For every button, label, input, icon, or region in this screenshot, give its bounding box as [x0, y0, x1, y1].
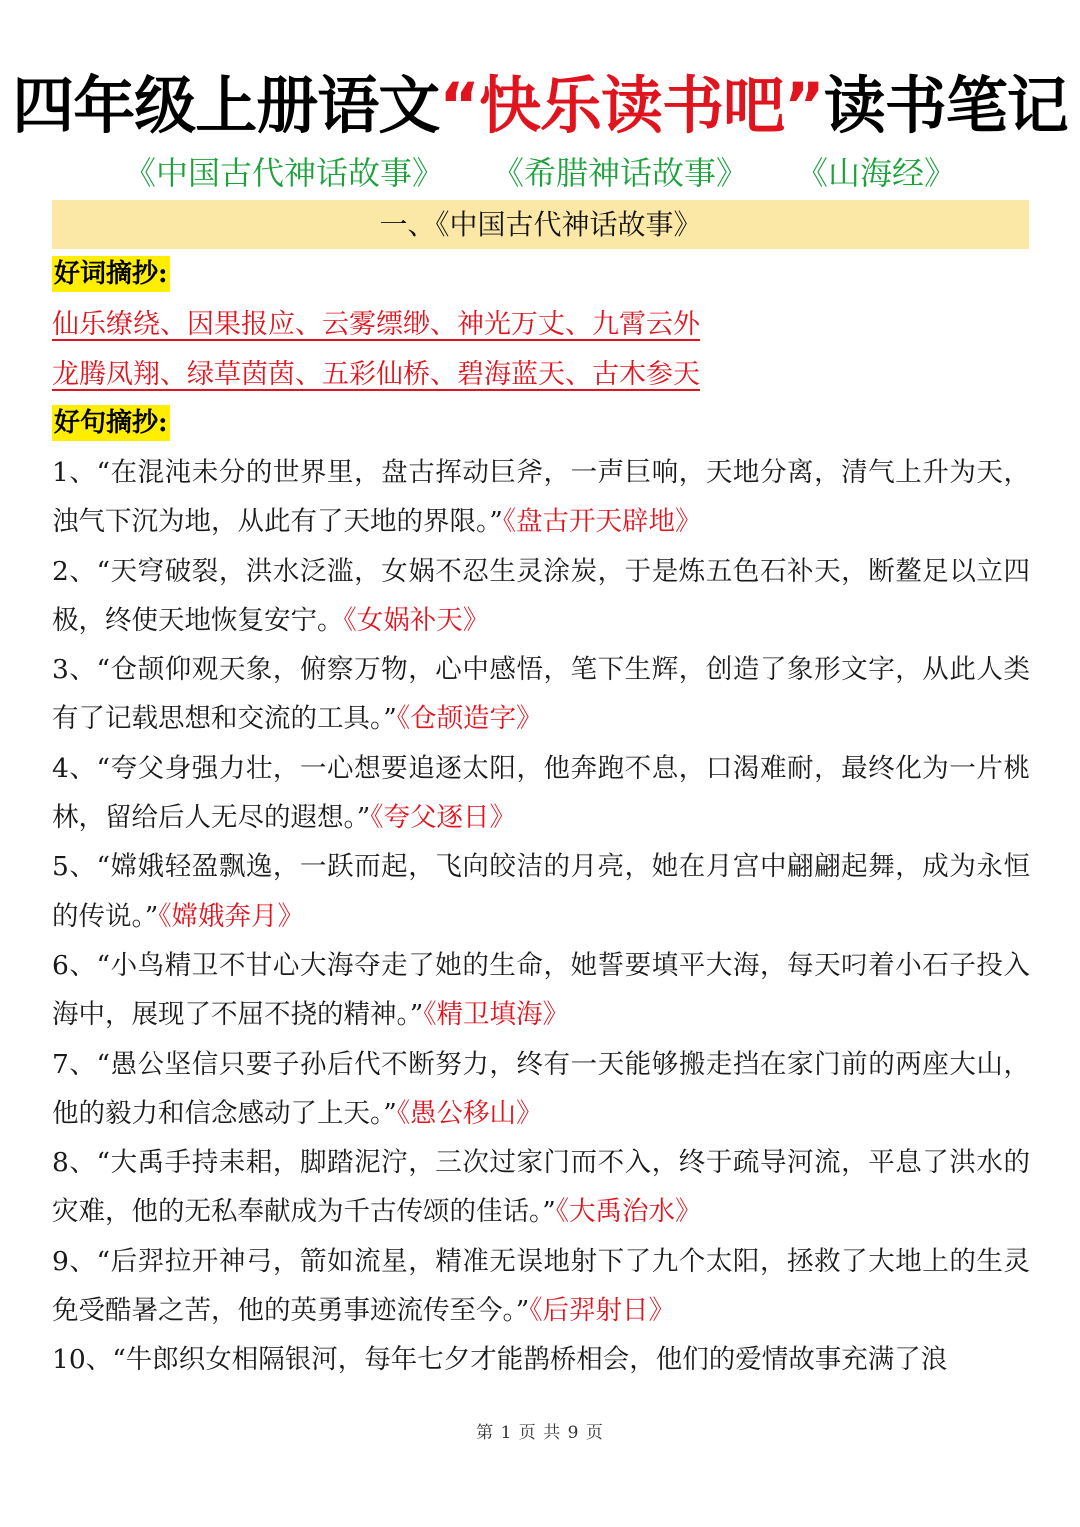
- sentence-text: “大禹手持耒耜，脚踏泥泞，三次过家门而不入，终于疏导河流，平息了洪水的灾难，他的无私奉献成为千古传颂的佳话。”: [52, 1147, 1030, 1228]
- sentence-number: 8、: [52, 1147, 97, 1179]
- good-words-label: 好词摘抄:: [52, 256, 170, 292]
- page-number: 第 1 页 共 9 页: [476, 1423, 604, 1443]
- title-suffix: 读书笔记: [823, 69, 1068, 142]
- sentence-source: 《后羿射日》: [529, 1295, 676, 1327]
- sentence-text: “仓颉仰观天象，俯察万物，心中感悟，笔下生辉，创造了象形文字，从此人类有了记载思想和交流的工具。”: [52, 654, 1030, 735]
- sentence-source: 《大禹治水》: [555, 1196, 702, 1228]
- book-title: 《山海经》: [796, 154, 957, 192]
- sentence-item: [52, 1237, 1030, 1336]
- sentence-text: “夸父身强力壮，一心想要追逐太阳，他奔跑不息，口渴难耐，最终化为一片桃林，留给后人无尽的遐想。”: [52, 752, 1030, 834]
- sentence-number: 7、: [52, 1048, 97, 1080]
- sentence-text: “愚公坚信只要子孙后代不断努力，终有一天能够搬走挡在家门前的两座大山，他的毅力和信念感动了上天。”: [52, 1048, 1030, 1129]
- sentence-number: 5、: [52, 851, 97, 883]
- sentence-text: “天穹破裂，洪水泛滥，女娲不忍生灵涂炭，于是炼五色石补天，断鳌足以立四极，终使天地恢复安宁。: [52, 555, 1030, 636]
- sentence-source: 《嫦娥奔月》: [158, 900, 305, 932]
- book-list: [0, 150, 1080, 196]
- sentence-item: [52, 1335, 1030, 1384]
- sentence-item: [52, 842, 1030, 941]
- sentence-source: 《女娲补天》: [343, 604, 490, 636]
- sentence-source: 《夸父逐日》: [370, 802, 517, 834]
- sentence-item: [52, 1138, 1030, 1237]
- good-words-line: 龙腾凤翔、绿草茵茵、五彩仙桥、碧海蓝天、古木参天: [52, 359, 700, 390]
- sentence-item: [52, 645, 1030, 744]
- title-highlight: “快乐读书吧”: [439, 69, 824, 142]
- sentence-text: “嫦娥轻盈飘逸，一跃而起，飞向皎洁的月亮，她在月宫中翩翩起舞，成为永恒的传说。”: [52, 851, 1030, 932]
- sentence-source: 《盘古开天辟地》: [502, 506, 702, 538]
- sentence-number: 10、: [52, 1344, 113, 1376]
- sentence-number: 2、: [52, 555, 97, 587]
- sentence-text: “在混沌未分的世界里，盘古挥动巨斧，一声巨响，天地分离，清气上升为天，浊气下沉为地，从此有了天地的界限。”: [52, 457, 1030, 538]
- book-title: 《希腊神话故事》: [491, 154, 748, 192]
- sentence-number: 3、: [52, 654, 97, 686]
- good-sentences-label: 好句摘抄:: [52, 405, 170, 441]
- sentence-item: [52, 448, 1030, 547]
- title-prefix: 四年级上册语文: [12, 69, 440, 142]
- sentence-item: [52, 744, 1030, 843]
- page-title: [0, 66, 1080, 146]
- good-words-line: 仙乐缭绕、因果报应、云雾缥缈、神光万丈、九霄云外: [52, 309, 700, 340]
- sentence-number: 6、: [52, 949, 97, 981]
- sentence-source: 《愚公移山》: [396, 1097, 543, 1129]
- sentence-text: “牛郎织女相隔银河，每年七夕才能鹊桥相会，他们的爱情故事充满了浪: [112, 1344, 948, 1376]
- sentence-item: [52, 547, 1030, 646]
- section-heading: 一、《中国古代神话故事》: [52, 200, 1029, 249]
- sentence-item: [52, 1040, 1030, 1139]
- sentence-source: 《仓颉造字》: [396, 703, 543, 735]
- sentence-source: 《精卫填海》: [423, 999, 570, 1031]
- sentence-item: [52, 941, 1030, 1040]
- sentence-number: 4、: [52, 752, 97, 784]
- sentence-number: 1、: [52, 457, 97, 488]
- sentence-text: “后羿拉开神弓，箭如流星，精准无误地射下了九个太阳，拯救了大地上的生灵免受酷暑之苦，他的英勇事迹流传至今。”: [52, 1245, 1030, 1327]
- book-title: 《中国古代神话故事》: [123, 154, 444, 192]
- sentence-list: [52, 448, 1030, 1385]
- sentence-text: “小鸟精卫不甘心大海夺走了她的生命，她誓要填平大海，每天叼着小石子投入海中，展现了不屈不挠的精神。”: [52, 949, 1030, 1031]
- sentence-number: 9、: [52, 1245, 97, 1277]
